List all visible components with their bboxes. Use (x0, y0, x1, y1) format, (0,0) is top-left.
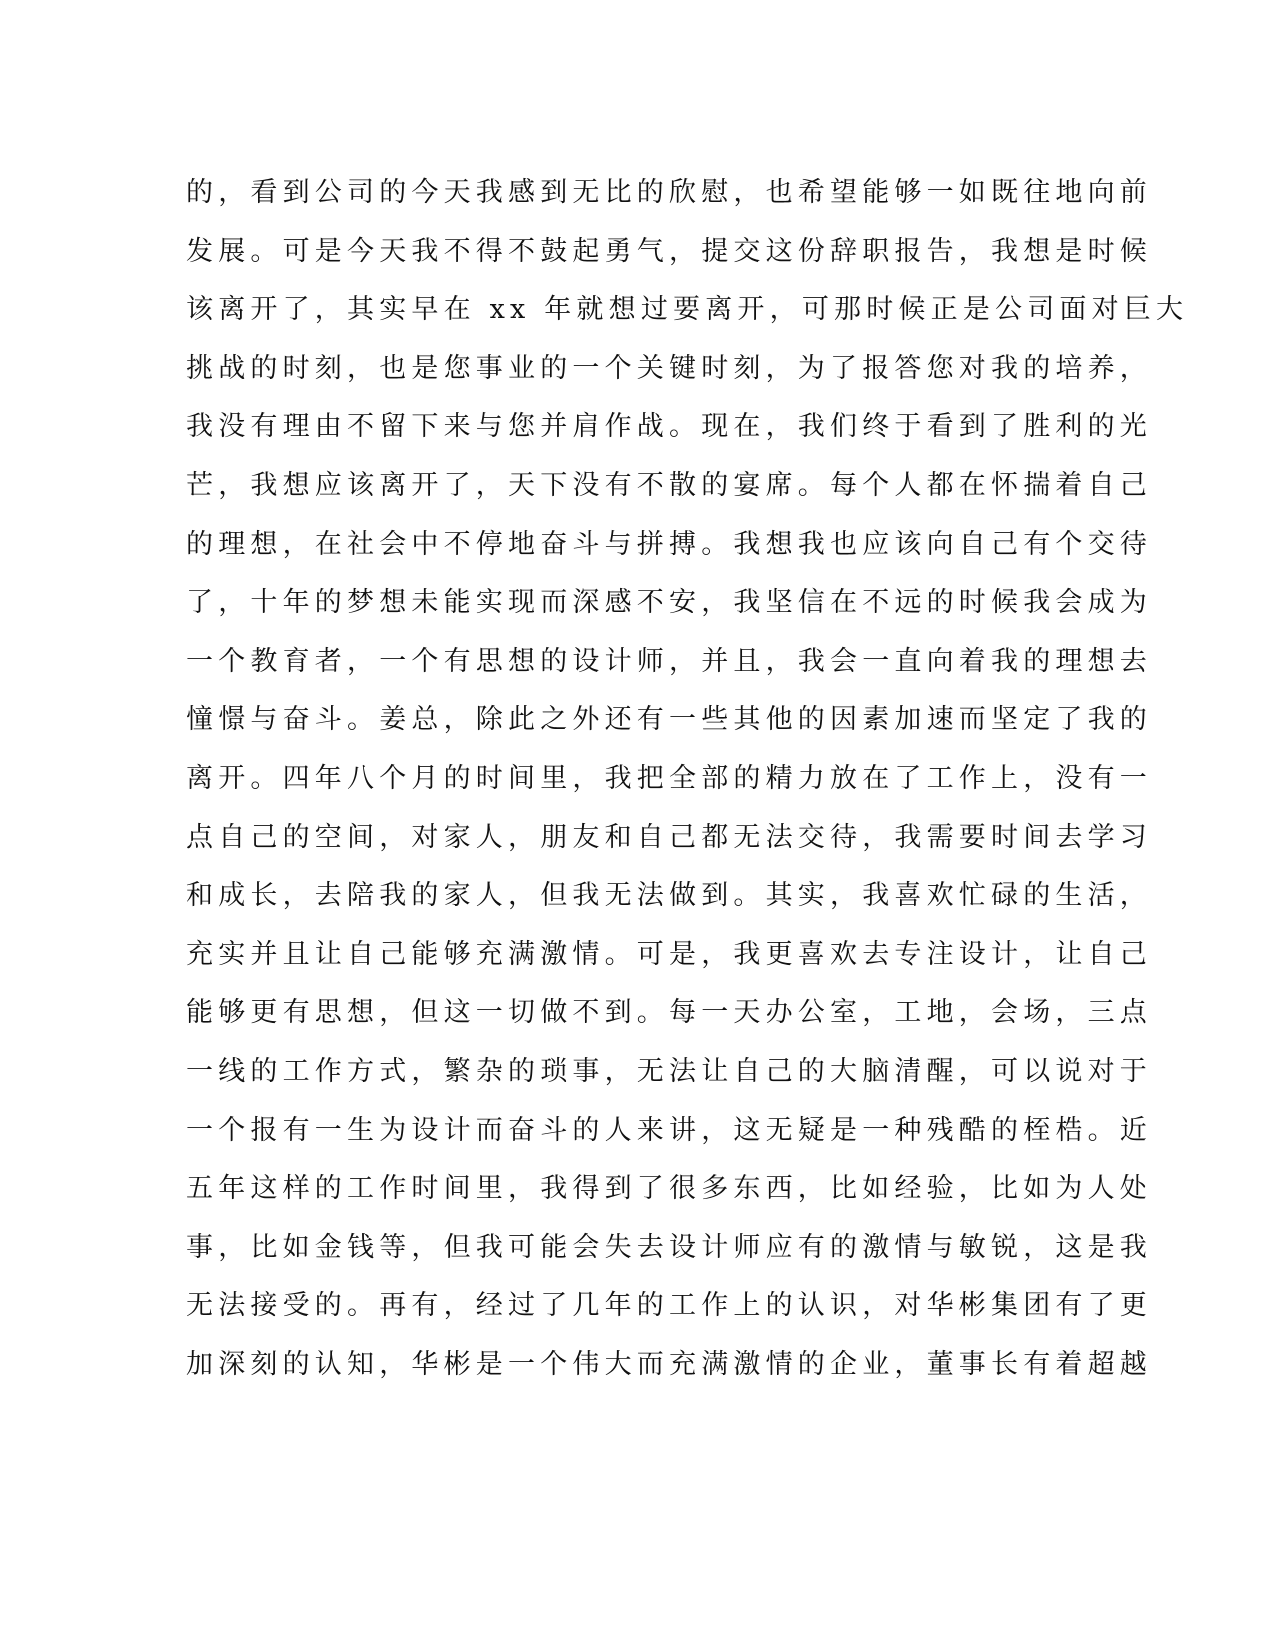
text-line: 芒，我想应该离开了，天下没有不散的宴席。每个人都在怀揣着自己 (186, 469, 1152, 501)
text-line: 一个报有一生为设计而奋斗的人来讲，这无疑是一种残酷的桎梏。近 (186, 1114, 1152, 1146)
text-line: 能够更有思想，但这一切做不到。每一天办公室，工地，会场，三点 (186, 997, 1152, 1029)
body-text (186, 164, 1189, 1394)
text-line: 我没有理由不留下来与您并肩作战。现在，我们终于看到了胜利的光 (186, 411, 1152, 443)
text-line: 一线的工作方式，繁杂的琐事，无法让自己的大脑清醒，可以说对于 (186, 1055, 1152, 1087)
text-line: 的理想，在社会中不停地奋斗与拼搏。我想我也应该向自己有个交待 (186, 528, 1152, 560)
text-line: 加深刻的认知，华彬是一个伟大而充满激情的企业，董事长有着超越 (186, 1348, 1152, 1380)
text-line: 的，看到公司的今天我感到无比的欣慰，也希望能够一如既往地向前 (186, 177, 1152, 208)
text-line: 挑战的时刻，也是您事业的一个关键时刻，为了报答您对我的培养， (186, 352, 1152, 384)
text-line: 五年这样的工作时间里，我得到了很多东西，比如经验，比如为人处 (186, 1173, 1152, 1205)
text-line: 发展。可是今天我不得不鼓起勇气，提交这份辞职报告，我想是时候 (186, 235, 1152, 267)
text-line: 离开。四年八个月的时间里，我把全部的精力放在了工作上，没有一 (186, 762, 1152, 794)
text-line: 点自己的空间，对家人，朋友和自己都无法交待，我需要时间去学习 (186, 821, 1152, 853)
text-line: 该离开了，其实早在 xx 年就想过要离开，可那时候正是公司面对巨大 (186, 294, 1189, 326)
text-line: 憧憬与奋斗。姜总，除此之外还有一些其他的因素加速而坚定了我的 (186, 704, 1152, 736)
text-line: 了，十年的梦想未能实现而深感不安，我坚信在不远的时候我会成为 (186, 587, 1152, 619)
text-line: 充实并且让自己能够充满激情。可是，我更喜欢去专注设计，让自己 (186, 938, 1152, 970)
text-line: 事，比如金钱等，但我可能会失去设计师应有的激情与敏锐，这是我 (186, 1231, 1152, 1263)
text-line: 和成长，去陪我的家人，但我无法做到。其实，我喜欢忙碌的生活， (186, 880, 1152, 912)
text-line: 一个教育者，一个有思想的设计师，并且，我会一直向着我的理想去 (186, 645, 1152, 677)
text-line: 无法接受的。再有，经过了几年的工作上的认识，对华彬集团有了更 (186, 1290, 1152, 1322)
